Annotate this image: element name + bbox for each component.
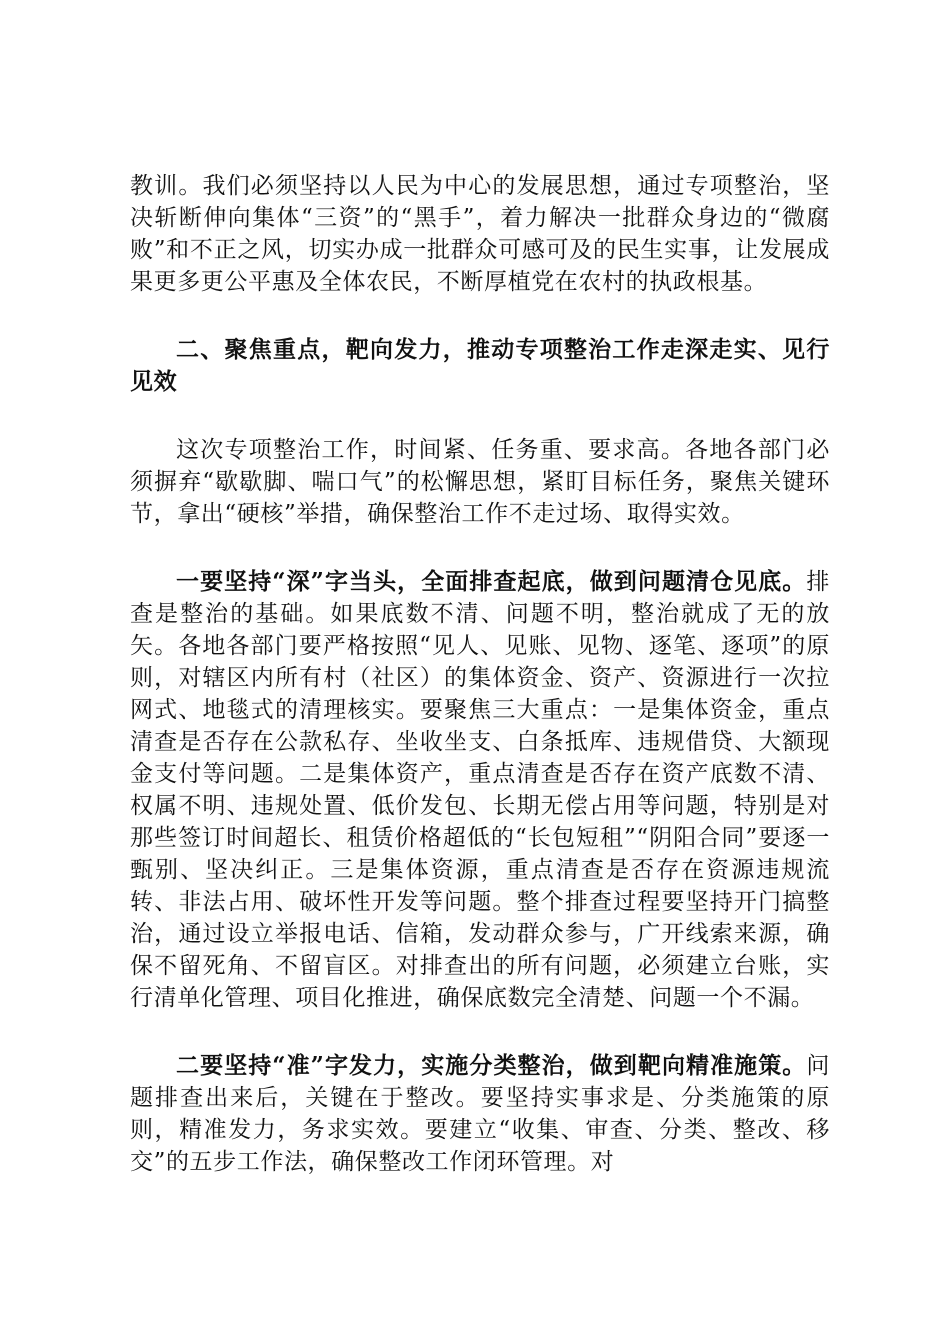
body-paragraph-2 bbox=[130, 434, 830, 530]
section-heading bbox=[130, 334, 830, 398]
paragraph-text: 问题排查出来后，关键在于整改。要坚持实事求是、分类施策的原则，精准发力，务求实效。要建立“收集、审查、分类、整改、移交”的五步工作法，确保整改工作闭环管理。对 bbox=[130, 1053, 830, 1175]
paragraph-text: 这次专项整治工作，时间紧、任务重、要求高。各地各部门必须摒弃“歇歇脚、喘口气”的松懈思想，紧盯目标任务，聚焦关键环节，拿出“硬核”举措，确保整治工作不走过场、取得实效。 bbox=[130, 437, 830, 527]
body-paragraph-1 bbox=[130, 170, 830, 298]
heading-text: 二、聚焦重点，靶向发力，推动专项整治工作走深走实、见行见效 bbox=[130, 336, 830, 395]
point-lead-text: 一要坚持“深”字当头，全面排查起底，做到问题清仓见底。 bbox=[176, 568, 807, 595]
paragraph-text: 排查是整治的基础。如果底数不清、问题不明，整治就成了无的放矢。各地各部门要严格按照“见人、见账、见物、逐笔、逐项”的原则，对辖区内所有村（社区）的集体资金、资产、资源进行一次拉网式、地毯式的清理核实。要聚焦三大重点：一是集体资金，重点清查是否存在公款私存、坐收坐支、白条抵库、违规借贷、大额现金支付等问题。二是集体资产，重点清查是否存在资产底数不清、权属不明、违规处置、低价发包、长期无偿占用等问题，特别是对那些签订时间超长、租赁价格超低的“长包短租”“阴阳合同”要逐一甄别、坚决纠正。三是集体资源，重点清查是否存在资源违规流转、非法占用、破坏性开发等问题。整个排查过程要坚持开门搞整治，通过设立举报电话、信箱，发动群众参与，广开线索来源，确保不留死角、不留盲区。对排查出的所有问题，必须建立台账，实行清单化管理、项目化推进，确保底数完全清楚、问题一个不漏。 bbox=[130, 569, 830, 1011]
point-lead-text: 二要坚持“准”字发力，实施分类整治，做到靶向精准施策。 bbox=[176, 1052, 807, 1079]
paragraph-text: 教训。我们必须坚持以人民为中心的发展思想，通过专项整治，坚决斩断伸向集体“三资”的“黑手”，着力解决一批群众身边的“微腐败”和不正之风，切实办成一批群众可感可及的民生实事，让发展成果更多更公平惠及全体农民，不断厚植党在农村的执政根基。 bbox=[130, 173, 830, 295]
document-page bbox=[130, 170, 830, 1178]
point-paragraph-2 bbox=[130, 1050, 830, 1178]
point-paragraph-1 bbox=[130, 566, 830, 1014]
